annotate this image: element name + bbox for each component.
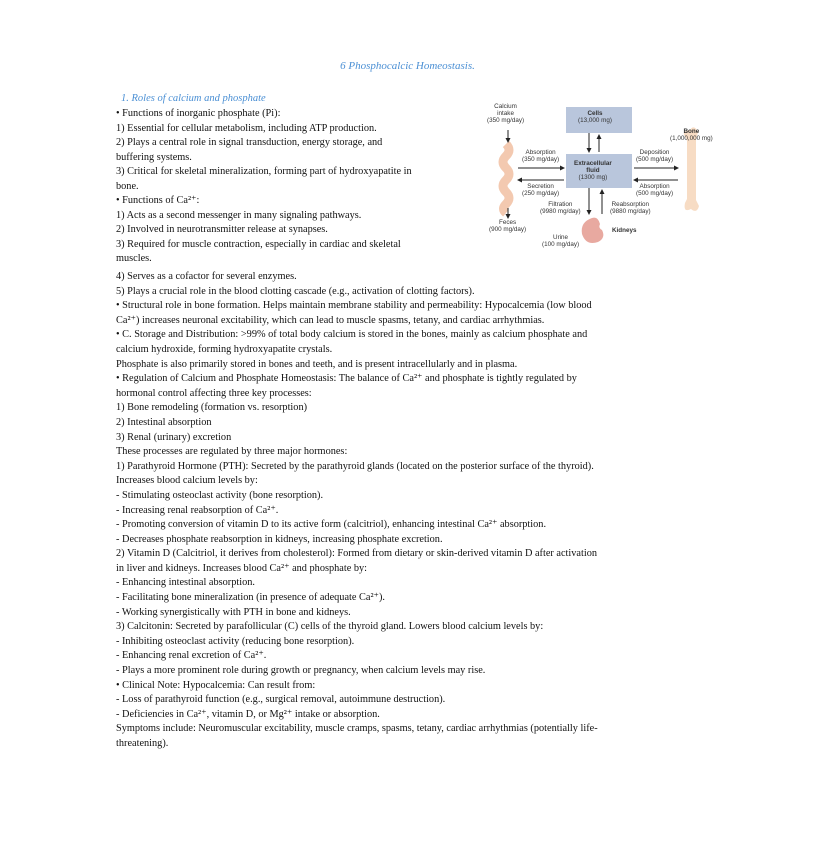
bone-label: Bone (1,000,000 mg) <box>670 128 713 142</box>
text-line: buffering systems. <box>116 151 192 163</box>
kidney-shape <box>582 218 604 243</box>
text-line: 2) Intestinal absorption <box>116 416 212 428</box>
text-line: Phosphate is also primarily stored in bones and teeth, and is present intracellularly and in plasma. <box>116 358 518 370</box>
text-line: • Structural role in bone formation. Helps maintain membrane stability and permeability: Hypocalcemia (low blood <box>116 300 592 312</box>
text-line: 4) Serves as a cofactor for several enzymes. <box>116 271 297 282</box>
text-line: - Inhibiting osteoclast activity (reducing bone resorption). <box>116 635 355 647</box>
text-line: 1) Parathyroid Hormone (PTH): Secreted by the parathyroid glands (located on the posterior surface of the thyroid). <box>116 460 594 472</box>
section-title: 1. Roles of calcium and phosphate <box>121 93 266 104</box>
text-line: - Loss of parathyroid function (e.g., surgical removal, autoimmune destruction). <box>116 694 446 706</box>
kidneys-label: Kidneys <box>612 227 637 234</box>
text-line: • Functions of inorganic phosphate (Pi): <box>116 108 281 119</box>
text-line: Ca²⁺) increases neuronal excitability, which can lead to muscle spasms, tetany, and cardiac arrhythmias. <box>116 314 545 326</box>
reabsorption-label: Reabsorption (9880 mg/day) <box>610 201 651 215</box>
calcium-balance-figure <box>486 100 716 255</box>
text-line: - Increasing renal reabsorption of Ca²⁺. <box>116 504 279 516</box>
text-line: 3) Required for muscle contraction, especially in cardiac and skeletal <box>116 238 401 250</box>
text-line: 2) Involved in neurotransmitter release at synapses. <box>116 224 328 235</box>
text-line: - Deficiencies in Ca²⁺, vitamin D, or Mg²⁺ intake or absorption. <box>116 708 380 720</box>
text-line: - Decreases phosphate reabsorption in kidneys, increasing phosphate excretion. <box>116 533 443 545</box>
text-line: • C. Storage and Distribution: >99% of total body calcium is stored in the bones, mainly as calcium phosphate and <box>116 329 588 341</box>
deposition-label: Deposition (500 mg/day) <box>636 149 674 163</box>
cells-label: Cells (13,000 mg) <box>578 110 612 124</box>
urine-label: Urine (100 mg/day) <box>542 234 580 248</box>
text-line: - Working synergistically with PTH in bone and kidneys. <box>116 606 351 618</box>
text-line: 3) Calcitonin: Secreted by parafollicular (C) cells of the thyroid gland. Lowers blood calcium levels by: <box>116 621 544 633</box>
text-line: threatening). <box>116 738 169 749</box>
text-line: Increases blood calcium levels by: <box>116 475 258 487</box>
bone-absorption-label: Absorption (500 mg/day) <box>636 183 674 197</box>
secretion-label: Secretion (250 mg/day) <box>522 183 560 197</box>
filtration-label: Filtration (9980 mg/day) <box>540 201 581 215</box>
text-line: 3) Critical for skeletal mineralization, forming part of hydroxyapatite in <box>116 166 412 177</box>
text-line: in liver and kidneys. Increases blood Ca²⁺ and phosphate by: <box>116 562 368 574</box>
text-line: - Facilitating bone mineralization (in presence of adequate Ca²⁺). <box>116 592 385 604</box>
column-text <box>116 107 486 267</box>
body-text <box>116 270 716 752</box>
text-line: • Functions of Ca²⁺: <box>116 195 200 206</box>
text-line: - Plays a more prominent role during growth or pregnancy, when calcium levels may rise. <box>116 665 486 677</box>
text-line: These processes are regulated by three major hormones: <box>116 446 348 458</box>
text-line: 2) Plays a central role in signal transduction, energy storage, and <box>116 137 383 148</box>
text-line: - Stimulating osteoclast activity (bone resorption). <box>116 489 324 501</box>
text-line: 1) Bone remodeling (formation vs. resorption) <box>116 402 308 414</box>
extracellular-fluid-label: Extracellular fluid (1300 mg) <box>574 160 612 181</box>
feces-label: Feces (900 mg/day) <box>489 219 527 233</box>
text-line: - Enhancing renal excretion of Ca²⁺. <box>116 650 267 662</box>
text-line: 1) Acts as a second messenger in many signaling pathways. <box>116 209 362 221</box>
text-line: muscles. <box>116 253 152 264</box>
text-line: • Regulation of Calcium and Phosphate Homeostasis: The balance of Ca²⁺ and phosphate is tightly regulated by <box>116 373 577 385</box>
intestine-shape <box>503 144 509 213</box>
text-line: hormonal control affecting three key processes: <box>116 387 312 399</box>
text-line: 2) Vitamin D (Calcitriol, it derives from cholesterol): Formed from dietary or skin-derived vitamin D after activation <box>116 548 598 560</box>
text-line: 3) Renal (urinary) excretion <box>116 431 232 443</box>
text-line: calcium hydroxide, forming hydroxyapatite crystals. <box>116 343 333 355</box>
text-line: Symptoms include: Neuromuscular excitability, muscle cramps, spasms, tetany, cardiac arrhythmias (potentially life- <box>116 723 598 735</box>
text-line: - Enhancing intestinal absorption. <box>116 577 255 589</box>
calcium-intake-label: Calcium intake (350 mg/day) <box>487 103 525 124</box>
text-line: 1) Essential for cellular metabolism, including ATP production. <box>116 122 377 134</box>
page-title: 6 Phosphocalcic Homeostasis. <box>340 60 475 72</box>
text-line: • Clinical Note: Hypocalcemia: Can result from: <box>116 679 316 691</box>
text-line: 5) Plays a crucial role in the blood clotting cascade (e.g., activation of clotting factors). <box>116 285 475 297</box>
text-line: - Promoting conversion of vitamin D to its active form (calcitriol), enhancing intestinal Ca²⁺ absorption. <box>116 519 547 531</box>
absorption-label: Absorption (350 mg/day) <box>522 149 560 163</box>
text-line: bone. <box>116 180 139 192</box>
